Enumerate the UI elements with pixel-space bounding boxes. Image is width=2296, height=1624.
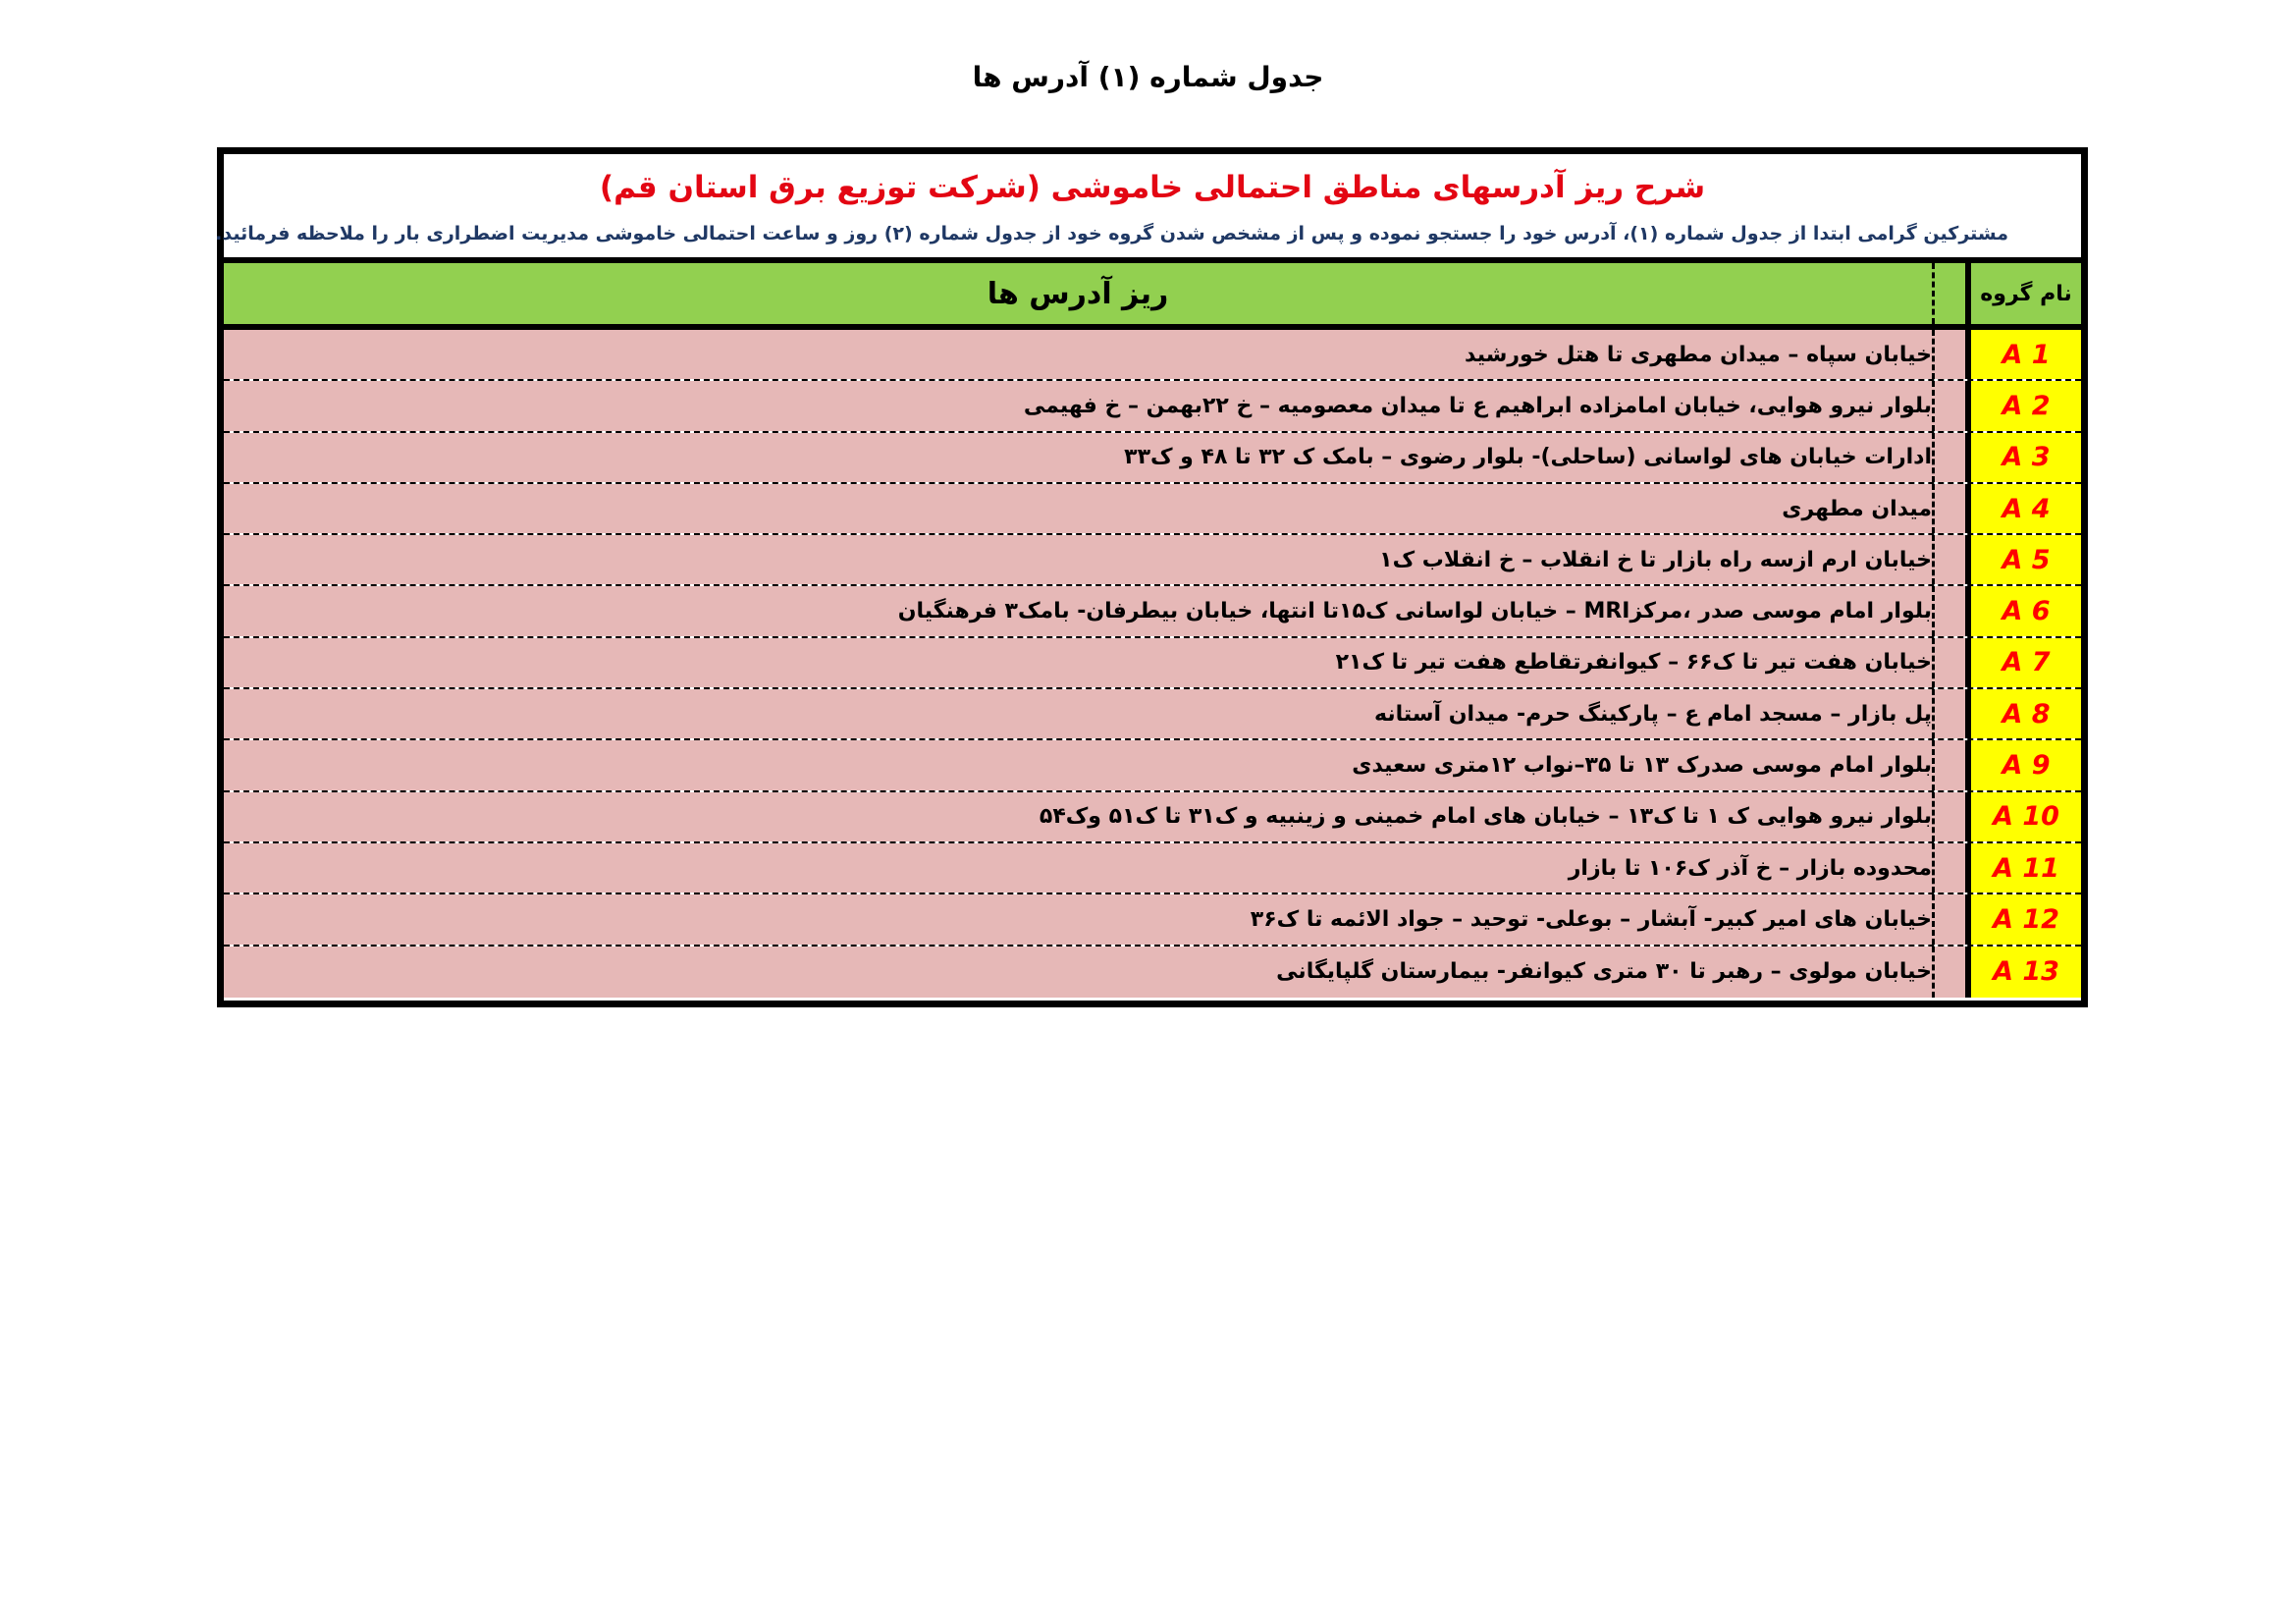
- group-column-header: نام گروه: [1965, 263, 2081, 324]
- group-cell: A 11: [1965, 843, 2081, 893]
- group-cell: A 5: [1965, 535, 2081, 584]
- group-cell: A 7: [1965, 638, 2081, 687]
- address-cell: خیابان مولوی – رهبر تا ۳۰ متری کیوانفر- بیمارستان گلپایگانی: [224, 947, 1932, 998]
- group-cell: A 6: [1965, 586, 2081, 635]
- group-cell: A 2: [1965, 381, 2081, 430]
- table-row: [224, 843, 2081, 894]
- table-row: [224, 947, 2081, 998]
- group-cell: A 13: [1965, 947, 2081, 998]
- group-cell: A 4: [1965, 484, 2081, 533]
- group-cell: A 1: [1965, 330, 2081, 379]
- address-cell: ادارات خیابان های لواسانی (ساحلی)- بلوار رضوی – بامک ک ۳۲ تا ۴۸ و ک۳۳: [224, 433, 1932, 482]
- column-separator: [1932, 638, 1965, 687]
- column-separator: [1932, 330, 1965, 379]
- column-separator: [1932, 843, 1965, 893]
- group-cell: A 10: [1965, 792, 2081, 841]
- address-cell: بلوار نیرو هوایی ک ۱ تا ک۱۳ – خیابان های امام خمینی و زینبیه و ک۳۱ تا ک۵۱ وک۵۴: [224, 792, 1932, 841]
- address-cell: خیابان ارم ازسه راه بازار تا خ انقلاب – خ انقلاب ک۱: [224, 535, 1932, 584]
- page-title: جدول شماره (۱) آدرس ها: [972, 61, 1324, 93]
- column-separator: [1932, 586, 1965, 635]
- column-separator: [1932, 263, 1965, 324]
- group-cell: A 12: [1965, 894, 2081, 944]
- column-separator: [1932, 535, 1965, 584]
- address-cell: خیابان های امیر کبیر- آبشار – بوعلی- توحید – جواد الائمه تا ک۳۶: [224, 894, 1932, 944]
- column-separator: [1932, 484, 1965, 533]
- address-cell: خیابان هفت تیر تا ک۶۶ – کیوانفرتقاطع هفت تیر تا ک۲۱: [224, 638, 1932, 687]
- group-cell: A 9: [1965, 740, 2081, 789]
- column-separator: [1932, 947, 1965, 998]
- address-cell: پل بازار – مسجد امام ع – پارکینگ حرم- میدان آستانه: [224, 689, 1932, 738]
- address-cell: محدوده بازار – خ آذر ک۱۰۶ تا بازار: [224, 843, 1932, 893]
- column-separator: [1932, 381, 1965, 430]
- banner-note: مشترکین گرامی ابتدا از جدول شماره (۱)، آدرس خود را جستجو نموده و پس از مشخص شدن گروه خود از جدول شماره (۲) روز و ساعت احتمالی خاموشی مدیریت اضطراری بار را ملاحظه فرمائید.: [215, 223, 2008, 244]
- group-cell: A 3: [1965, 433, 2081, 482]
- table-row: [224, 535, 2081, 586]
- table-row: [224, 484, 2081, 535]
- table-row: [224, 330, 2081, 381]
- table-row: [224, 792, 2081, 843]
- column-separator: [1932, 433, 1965, 482]
- table-row: [224, 638, 2081, 689]
- banner-title: شرح ریز آدرسهای مناطق احتمالی خاموشی (شرکت توزیع برق استان قم): [599, 170, 1706, 205]
- table-row: [224, 689, 2081, 740]
- address-table: [217, 147, 2088, 1007]
- column-separator: [1932, 740, 1965, 789]
- column-separator: [1932, 894, 1965, 944]
- table-banner: [215, 154, 2081, 263]
- address-cell: بلوار نیرو هوایی، خیابان امامزاده ابراهیم ع تا میدان معصومیه – خ ۲۲بهمن – خ فهیمی: [224, 381, 1932, 430]
- column-separator: [1932, 792, 1965, 841]
- table-row: [224, 433, 2081, 484]
- table-header-row: [224, 263, 2081, 330]
- address-cell: بلوار امام موسی صدرک ۱۳ تا ۳۵–نواب ۱۲متری سعیدی: [224, 740, 1932, 789]
- column-separator: [1932, 689, 1965, 738]
- address-column-header: ریز آدرس ها: [224, 263, 1932, 324]
- group-cell: A 8: [1965, 689, 2081, 738]
- table-row: [224, 740, 2081, 791]
- table-row: [224, 586, 2081, 637]
- address-cell: خیابان سپاه – میدان مطهری تا هتل خورشید: [224, 330, 1932, 379]
- address-cell: بلوار امام موسی صدر ،مرکزMRI – خیابان لواسانی ک۱۵تا انتها، خیابان بیطرفان- بامک۳ فرهنگیان: [224, 586, 1932, 635]
- table-body: [224, 330, 2081, 1001]
- address-cell: میدان مطهری: [224, 484, 1932, 533]
- table-row: [224, 381, 2081, 432]
- table-row: [224, 894, 2081, 946]
